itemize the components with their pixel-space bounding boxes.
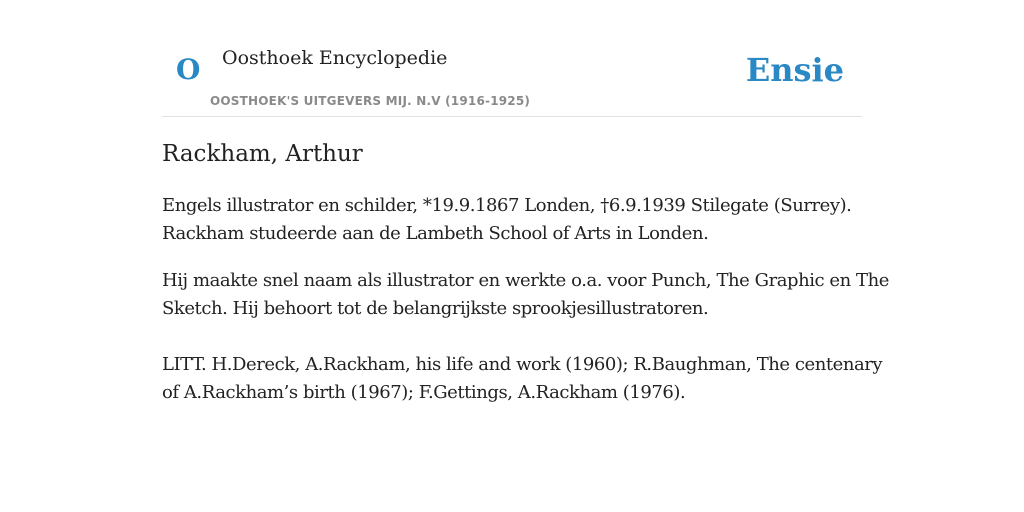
paragraph-line: Sketch. Hij behoort tot de belangrijkste sprookjesillustratoren. (162, 298, 709, 319)
paragraph-line: of A.Rackham’s birth (1967); F.Gettings, A.Rackham (1976). (162, 382, 686, 403)
ensie-logo-link[interactable]: Ensie (745, 51, 844, 89)
article-title: Rackham, Arthur (162, 141, 363, 167)
encyclopedia-title[interactable]: Oosthoek Encyclopedie (222, 47, 448, 69)
paragraph-line: Hij maakte snel naam als illustrator en werkte o.a. voor Punch, The Graphic en The (162, 270, 889, 291)
article-literature (162, 351, 883, 407)
article-paragraph-1 (162, 192, 862, 248)
page-container (162, 0, 889, 403)
index-letter[interactable]: O (176, 53, 201, 86)
paragraph-line: LITT. H.Dereck, A.Rackham, his life and work (1960); R.Baughman, The centenary (162, 354, 883, 375)
paragraph-line: Rackham studeerde aan de Lambeth School of Arts in Londen. (162, 223, 709, 244)
header (162, 0, 862, 117)
paragraph-line: Engels illustrator en schilder, *19.9.1867 Londen, †6.9.1939 Stilegate (Surrey). (162, 195, 852, 216)
publisher-label: OOSTHOEK'S UITGEVERS MIJ. N.V (1916-1925) (210, 94, 531, 108)
article-paragraph-2 (162, 267, 889, 323)
